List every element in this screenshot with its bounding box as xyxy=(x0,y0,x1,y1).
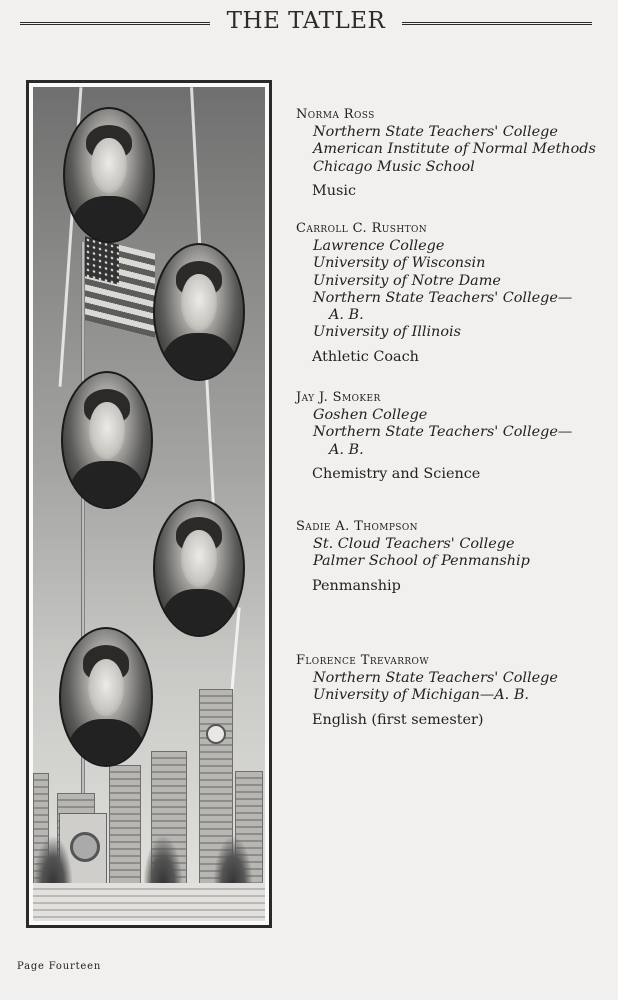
faculty-name: Jay J. Smoker xyxy=(296,390,381,405)
plant xyxy=(33,835,73,885)
faculty-entry-jay-smoker xyxy=(294,389,610,483)
portrait-carroll-rushton xyxy=(153,243,245,381)
header-rule-left xyxy=(20,22,210,25)
portrait-body xyxy=(68,719,144,767)
portrait-face xyxy=(91,138,126,193)
portrait-florence-trevarrow xyxy=(59,627,153,767)
education-item: University of Michigan—A. B. xyxy=(313,687,529,704)
plant xyxy=(143,835,183,885)
faculty-subject: Music xyxy=(312,182,357,199)
faculty-subject: Athletic Coach xyxy=(312,348,419,365)
education-item: Northern State Teachers' College xyxy=(313,124,558,140)
faculty-entry-florence-trevarrow xyxy=(294,652,610,729)
faculty-entry-sadie-thompson xyxy=(294,518,610,595)
education-list xyxy=(313,124,610,176)
portrait-jay-smoker xyxy=(61,371,153,509)
education-item: Northern State Teachers' College— xyxy=(313,424,573,441)
education-item: A. B. xyxy=(329,307,364,324)
clock-face-icon xyxy=(206,724,226,744)
building xyxy=(109,765,141,885)
portrait-body xyxy=(162,333,236,381)
monument-medallion xyxy=(70,832,100,862)
portrait-face xyxy=(181,274,216,330)
portrait-body xyxy=(162,589,236,637)
portrait-norma-ross xyxy=(63,107,155,243)
education-list xyxy=(313,238,610,342)
education-list xyxy=(313,407,610,459)
education-item: University of Illinois xyxy=(313,324,461,341)
portrait-face xyxy=(89,402,124,458)
education-item: St. Cloud Teachers' College xyxy=(313,536,515,552)
portrait-body xyxy=(72,196,146,243)
faculty-subject: English (first semester) xyxy=(312,711,484,728)
portrait-face xyxy=(88,659,124,716)
education-item: A. B. xyxy=(329,441,364,458)
faculty-name: Carroll C. Rushton xyxy=(296,221,428,236)
american-flag xyxy=(85,236,155,337)
education-item: Northern State Teachers' College xyxy=(313,670,558,686)
faculty-subject: Penmanship xyxy=(312,577,401,594)
education-item: Chicago Music School xyxy=(313,158,475,175)
education-item: American Institute of Normal Methods xyxy=(313,141,596,158)
education-item: Northern State Teachers' College— xyxy=(313,289,573,306)
portrait-sadie-thompson xyxy=(153,499,245,637)
faculty-entry-carroll-rushton xyxy=(294,220,610,366)
education-item: Lawrence College xyxy=(313,238,445,254)
portrait-body xyxy=(70,461,144,509)
education-item: Palmer School of Penmanship xyxy=(313,553,530,570)
faculty-photo-panel xyxy=(26,80,272,928)
plant xyxy=(213,835,253,885)
education-list xyxy=(313,536,610,571)
faculty-subject: Chemistry and Science xyxy=(312,465,481,482)
portrait-face xyxy=(181,530,216,586)
flag-canton xyxy=(85,236,119,284)
header-rule-right xyxy=(402,22,592,25)
education-item: University of Notre Dame xyxy=(313,272,501,289)
page-header xyxy=(0,4,618,38)
page-number: Page Fourteen xyxy=(17,961,102,972)
page-title: THE TATLER xyxy=(226,8,386,34)
faculty-name: Sadie A. Thompson xyxy=(296,519,418,534)
education-list xyxy=(313,670,610,705)
faculty-name: Florence Trevarrow xyxy=(296,653,429,668)
faculty-name: Norma Ross xyxy=(296,107,375,122)
education-item: University of Wisconsin xyxy=(313,255,486,272)
balustrade xyxy=(33,883,265,921)
photo-collage-background xyxy=(33,87,265,921)
faculty-entry-norma-ross xyxy=(294,106,610,200)
education-item: Goshen College xyxy=(313,407,428,423)
